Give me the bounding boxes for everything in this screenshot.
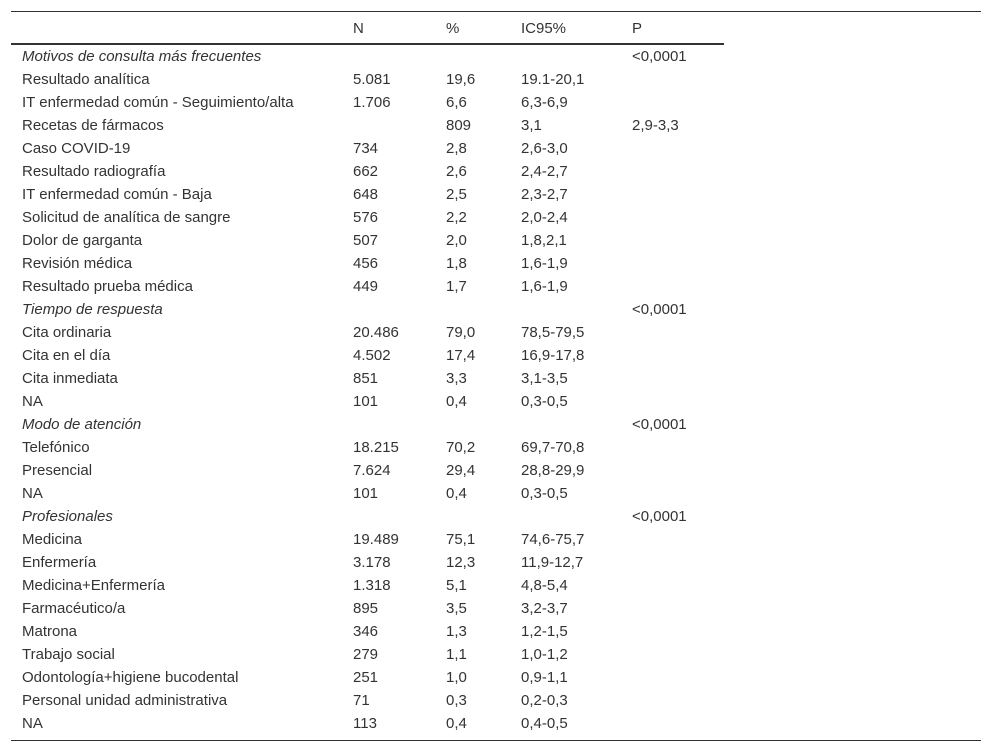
- row-percent: 1,7: [446, 278, 467, 295]
- section-header-row: [11, 298, 981, 321]
- row-label: NA: [22, 715, 43, 732]
- table-body: [11, 45, 981, 735]
- row-label: Matrona: [22, 623, 78, 640]
- row-ic95: 19.1-20,1: [521, 71, 585, 88]
- row-ic95: 0,3-0,5: [521, 485, 568, 502]
- row-n: 734: [353, 140, 379, 157]
- row-percent: 1,1: [446, 646, 467, 663]
- row-label: Cita ordinaria: [22, 324, 112, 341]
- table-row: [11, 666, 981, 689]
- row-label: Enfermería: [22, 554, 97, 571]
- row-n: 662: [353, 163, 379, 180]
- row-ic95: 3,2-3,7: [521, 600, 568, 617]
- row-ic95: 2,3-2,7: [521, 186, 568, 203]
- row-label: Cita inmediata: [22, 370, 118, 387]
- row-n: 449: [353, 278, 379, 295]
- row-label: Odontología+higiene bucodental: [22, 669, 239, 686]
- row-n: 3.178: [353, 554, 391, 571]
- row-label: Tiempo de respuesta: [22, 301, 163, 318]
- row-n: 113: [353, 715, 377, 732]
- row-percent: 0,4: [446, 715, 467, 732]
- row-ic95: 0,9-1,1: [521, 669, 568, 686]
- row-p: <0,0001: [632, 48, 687, 65]
- row-percent: 2,5: [446, 186, 467, 203]
- row-ic95: 1,6-1,9: [521, 278, 568, 295]
- table-row: [11, 229, 981, 252]
- row-label: Medicina: [22, 531, 83, 548]
- row-label: Personal unidad administrativa: [22, 692, 228, 709]
- table-top-rule: [11, 11, 981, 12]
- row-ic95: 1,6-1,9: [521, 255, 568, 272]
- table-row: [11, 321, 981, 344]
- table-row: [11, 137, 981, 160]
- table-row: [11, 183, 981, 206]
- table-row: [11, 68, 981, 91]
- row-ic95: 2,4-2,7: [521, 163, 568, 180]
- row-n: 18.215: [353, 439, 399, 456]
- row-label: NA: [22, 393, 43, 410]
- row-label: Revisión médica: [22, 255, 133, 272]
- header-p: P: [632, 20, 643, 37]
- row-label: Modo de atención: [22, 416, 142, 433]
- section-header-row: [11, 413, 981, 436]
- table-row: [11, 712, 981, 735]
- table-row: [11, 206, 981, 229]
- row-percent: 19,6: [446, 71, 476, 88]
- table-row: [11, 91, 981, 114]
- table-row: [11, 689, 981, 712]
- table-header-row: [11, 17, 981, 39]
- row-ic95: 16,9-17,8: [521, 347, 585, 364]
- row-n: 19.489: [353, 531, 399, 548]
- row-percent: 6,6: [446, 94, 467, 111]
- row-n: 851: [353, 370, 379, 387]
- row-n: 895: [353, 600, 379, 617]
- row-percent: 1,8: [446, 255, 467, 272]
- row-label: Caso COVID-19: [22, 140, 131, 157]
- row-label: Trabajo social: [22, 646, 115, 663]
- row-percent: 29,4: [446, 462, 476, 479]
- row-percent: 0,4: [446, 393, 467, 410]
- table-row: [11, 275, 981, 298]
- row-percent: 17,4: [446, 347, 476, 364]
- table-bottom-rule: [11, 740, 981, 741]
- row-percent: 809: [446, 117, 472, 134]
- row-ic95: 0,3-0,5: [521, 393, 568, 410]
- row-percent: 79,0: [446, 324, 476, 341]
- row-label: IT enfermedad común - Seguimiento/alta: [22, 94, 294, 111]
- row-ic95: 69,7-70,8: [521, 439, 585, 456]
- row-n: 7.624: [353, 462, 391, 479]
- table-row: [11, 528, 981, 551]
- row-n: 101: [353, 485, 379, 502]
- row-percent: 3,5: [446, 600, 467, 617]
- row-ic95: 0,2-0,3: [521, 692, 568, 709]
- row-ic95: 2,6-3,0: [521, 140, 568, 157]
- row-ic95: 6,3-6,9: [521, 94, 568, 111]
- section-header-row: [11, 45, 981, 68]
- table-row: [11, 114, 981, 137]
- row-percent: 2,6: [446, 163, 467, 180]
- row-percent: 12,3: [446, 554, 476, 571]
- row-label: Resultado radiografía: [22, 163, 166, 180]
- row-n: 101: [353, 393, 379, 410]
- row-p: <0,0001: [632, 416, 687, 433]
- row-ic95: 74,6-75,7: [521, 531, 585, 548]
- row-percent: 2,0: [446, 232, 467, 249]
- row-percent: 1,3: [446, 623, 467, 640]
- header-ic95: IC95%: [521, 20, 567, 37]
- row-ic95: 11,9-12,7: [521, 554, 584, 571]
- table-row: [11, 367, 981, 390]
- row-label: IT enfermedad común - Baja: [22, 186, 212, 203]
- row-n: 456: [353, 255, 379, 272]
- row-label: Farmacéutico/a: [22, 600, 126, 617]
- row-ic95: 3,1-3,5: [521, 370, 568, 387]
- row-percent: 5,1: [446, 577, 467, 594]
- row-label: Presencial: [22, 462, 93, 479]
- row-label: Dolor de garganta: [22, 232, 143, 249]
- row-ic95: 78,5-79,5: [521, 324, 585, 341]
- table-row: [11, 390, 981, 413]
- row-label: Telefónico: [22, 439, 90, 456]
- table-row: [11, 620, 981, 643]
- row-n: 20.486: [353, 324, 399, 341]
- row-percent: 0,4: [446, 485, 467, 502]
- row-p: <0,0001: [632, 508, 687, 525]
- row-label: Profesionales: [22, 508, 113, 525]
- row-ic95: 3,1: [521, 117, 542, 134]
- table-row: [11, 574, 981, 597]
- row-percent: 75,1: [446, 531, 476, 548]
- row-n: 71: [353, 692, 370, 709]
- row-p: <0,0001: [632, 301, 687, 318]
- row-label: NA: [22, 485, 43, 502]
- row-n: 279: [353, 646, 379, 663]
- row-n: 1.318: [353, 577, 391, 594]
- table-row: [11, 252, 981, 275]
- table-row: [11, 160, 981, 183]
- table-row: [11, 344, 981, 367]
- row-ic95: 1,8,2,1: [521, 232, 567, 249]
- row-n: 648: [353, 186, 379, 203]
- row-label: Recetas de fármacos: [22, 117, 164, 134]
- header-n: N: [353, 20, 364, 37]
- table-row: [11, 597, 981, 620]
- row-ic95: 0,4-0,5: [521, 715, 568, 732]
- row-n: 576: [353, 209, 379, 226]
- header-percent: %: [446, 20, 460, 37]
- row-n: 251: [353, 669, 379, 686]
- row-label: Resultado prueba médica: [22, 278, 193, 295]
- row-percent: 1,0: [446, 669, 467, 686]
- row-ic95: 4,8-5,4: [521, 577, 568, 594]
- row-ic95: 1,0-1,2: [521, 646, 568, 663]
- row-ic95: 28,8-29,9: [521, 462, 585, 479]
- row-p: 2,9-3,3: [632, 117, 679, 134]
- table-row: [11, 482, 981, 505]
- row-percent: 3,3: [446, 370, 467, 387]
- row-ic95: 1,2-1,5: [521, 623, 568, 640]
- table-row: [11, 551, 981, 574]
- section-header-row: [11, 505, 981, 528]
- row-label: Solicitud de analítica de sangre: [22, 209, 231, 226]
- row-n: 5.081: [353, 71, 391, 88]
- table-row: [11, 436, 981, 459]
- row-n: 346: [353, 623, 379, 640]
- row-ic95: 2,0-2,4: [521, 209, 568, 226]
- table-row: [11, 643, 981, 666]
- table-row: [11, 459, 981, 482]
- row-n: 1.706: [353, 94, 391, 111]
- row-percent: 2,2: [446, 209, 467, 226]
- row-n: 507: [353, 232, 379, 249]
- row-percent: 0,3: [446, 692, 467, 709]
- row-label: Motivos de consulta más frecuentes: [22, 48, 262, 65]
- row-label: Resultado analítica: [22, 71, 150, 88]
- row-label: Medicina+Enfermería: [22, 577, 165, 594]
- row-percent: 2,8: [446, 140, 467, 157]
- row-label: Cita en el día: [22, 347, 111, 364]
- row-percent: 70,2: [446, 439, 476, 456]
- row-n: 4.502: [353, 347, 391, 364]
